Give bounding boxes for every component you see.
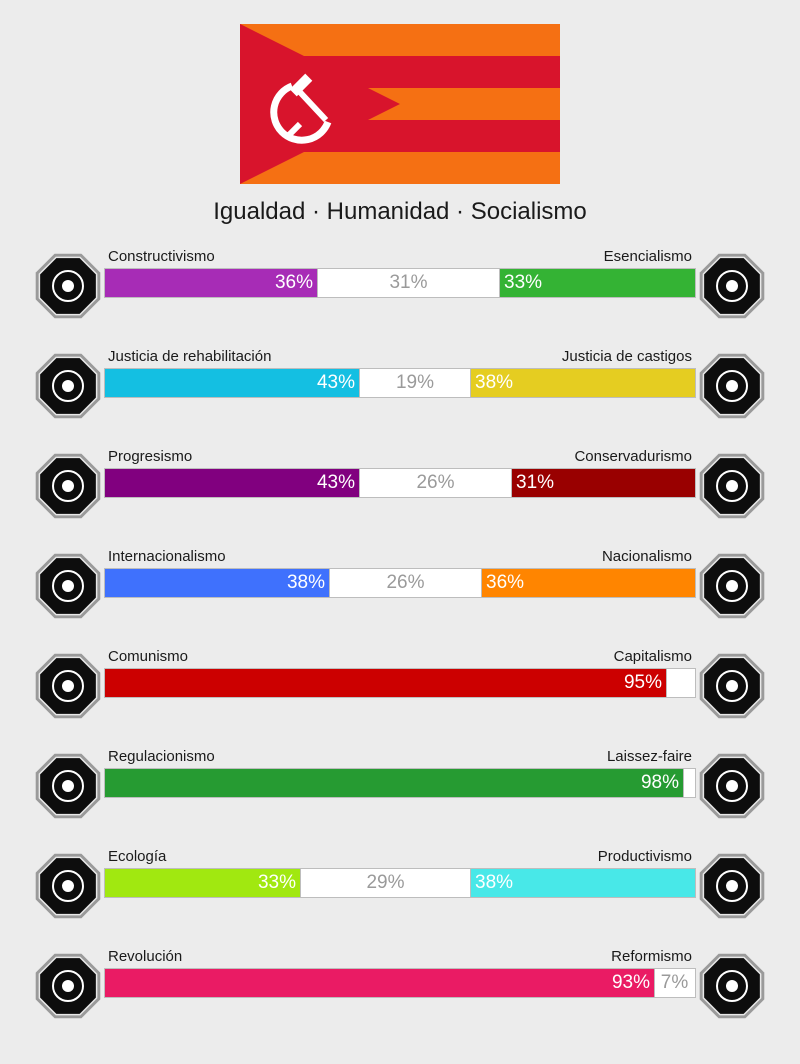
axis-bar [104, 668, 696, 698]
axis-right-label: Reformismo [611, 948, 692, 965]
segment-divider [470, 869, 471, 897]
axis-left-icon [32, 250, 104, 322]
axis-right-label: Conservadurismo [574, 448, 692, 465]
axis-right-icon [696, 350, 768, 422]
raised-fist-icon [32, 950, 104, 1022]
axis-right-label: Nacionalismo [601, 548, 692, 565]
axis-bar [104, 968, 696, 998]
right-segment [482, 569, 695, 597]
axis-left-icon [32, 450, 104, 522]
flag-icon [696, 550, 768, 622]
segment-divider [481, 569, 482, 597]
axis-left-label: Constructivismo [108, 248, 215, 265]
neutral-segment-value: 7% [660, 972, 689, 993]
axis-bar [104, 868, 696, 898]
neutral-segment-value: 26% [416, 472, 455, 493]
right-segment [500, 269, 695, 297]
left-segment [105, 469, 359, 497]
axis-left-icon [32, 750, 104, 822]
left-segment [105, 869, 300, 897]
segment-divider [317, 269, 318, 297]
left-segment-value: 43% [316, 372, 355, 393]
segment-divider [470, 369, 471, 397]
axis-left-icon [32, 850, 104, 922]
segment-divider [511, 469, 512, 497]
axis-right-icon [696, 250, 768, 322]
left-segment-value: 38% [286, 572, 325, 593]
axis-left-label: Comunismo [108, 648, 189, 665]
segment-divider [683, 769, 684, 797]
neutral-segment [683, 769, 695, 797]
left-segment-value: 36% [274, 272, 313, 293]
axis-right-icon [696, 550, 768, 622]
axis-bar [104, 768, 696, 798]
axis-bar [104, 568, 696, 598]
axis-right-label: Justicia de castigos [561, 348, 692, 365]
segment-divider [654, 969, 655, 997]
ruler-icon [32, 750, 104, 822]
neutral-segment-value: 26% [386, 572, 425, 593]
flower-icon [696, 250, 768, 322]
neutral-segment [317, 269, 500, 297]
sprout-icon [32, 850, 104, 922]
axis-left-label: Regulacionismo [108, 748, 215, 765]
left-segment [105, 769, 683, 797]
axis-left-label: Progresismo [108, 448, 193, 465]
segment-divider [300, 869, 301, 897]
segment-divider [329, 569, 330, 597]
ballot-box-icon [696, 950, 768, 1022]
left-segment [105, 669, 666, 697]
left-segment-value: 43% [316, 472, 355, 493]
right-segment [512, 469, 695, 497]
segment-divider [666, 669, 667, 697]
neutral-segment-value: 31% [389, 272, 428, 293]
right-segment [471, 869, 695, 897]
right-segment-value: 33% [504, 272, 543, 293]
right-segment-value: 31% [516, 472, 555, 493]
flag [240, 24, 560, 184]
right-segment-value: 38% [475, 372, 514, 393]
left-segment-value: 33% [257, 872, 296, 893]
axis-right-label: Capitalismo [613, 648, 692, 665]
slogan: Igualdad · Humanidad · Socialismo [213, 198, 587, 225]
gear-icon [696, 850, 768, 922]
neutral-segment [329, 569, 482, 597]
axis-left-icon [32, 950, 104, 1022]
butterfly-icon [696, 750, 768, 822]
left-segment [105, 269, 317, 297]
right-segment-value: 38% [475, 872, 514, 893]
right-segment [471, 369, 695, 397]
neutral-segment-value: 19% [395, 372, 435, 393]
money-bag-icon [696, 650, 768, 722]
left-segment [105, 569, 329, 597]
axis-right-icon [696, 650, 768, 722]
axis-right-icon [696, 450, 768, 522]
rocket-icon [32, 450, 104, 522]
neutral-segment [666, 669, 696, 697]
axis-left-icon [32, 650, 104, 722]
neutral-segment [359, 369, 471, 397]
left-segment-value: 98% [640, 772, 679, 793]
axis-right-icon [696, 850, 768, 922]
neutral-segment [300, 869, 471, 897]
left-segment [105, 969, 654, 997]
axis-left-label: Justicia de rehabilitación [108, 348, 272, 365]
quill-icon [696, 450, 768, 522]
axis-bar [104, 368, 696, 398]
axis-right-icon [696, 950, 768, 1022]
neutral-segment [359, 469, 512, 497]
eye-icon [32, 250, 104, 322]
segment-divider [359, 469, 360, 497]
axis-left-icon [32, 550, 104, 622]
left-segment-value: 93% [611, 972, 650, 993]
prison-bars-icon [696, 350, 768, 422]
hammer-and-sickle-icon [32, 650, 104, 722]
axis-left-icon [32, 350, 104, 422]
axis-bar [104, 468, 696, 498]
segment-divider [499, 269, 500, 297]
segment-divider [359, 369, 360, 397]
axis-row [0, 948, 800, 1064]
axis-left-label: Revolución [108, 948, 183, 965]
axis-left-label: Internacionalismo [108, 548, 226, 565]
handshake-icon [32, 350, 104, 422]
axis-right-icon [696, 750, 768, 822]
left-segment-value: 95% [623, 672, 662, 693]
neutral-segment-value: 29% [366, 872, 405, 893]
axis-right-label: Esencialismo [603, 248, 692, 265]
neutral-segment [654, 969, 695, 997]
left-segment [105, 369, 359, 397]
globe-icon [32, 550, 104, 622]
axis-right-label: Laissez-faire [606, 748, 692, 765]
axis-bar [104, 268, 696, 298]
right-segment-value: 36% [486, 572, 525, 593]
axis-right-label: Productivismo [597, 848, 692, 865]
axis-left-label: Ecología [108, 848, 167, 865]
